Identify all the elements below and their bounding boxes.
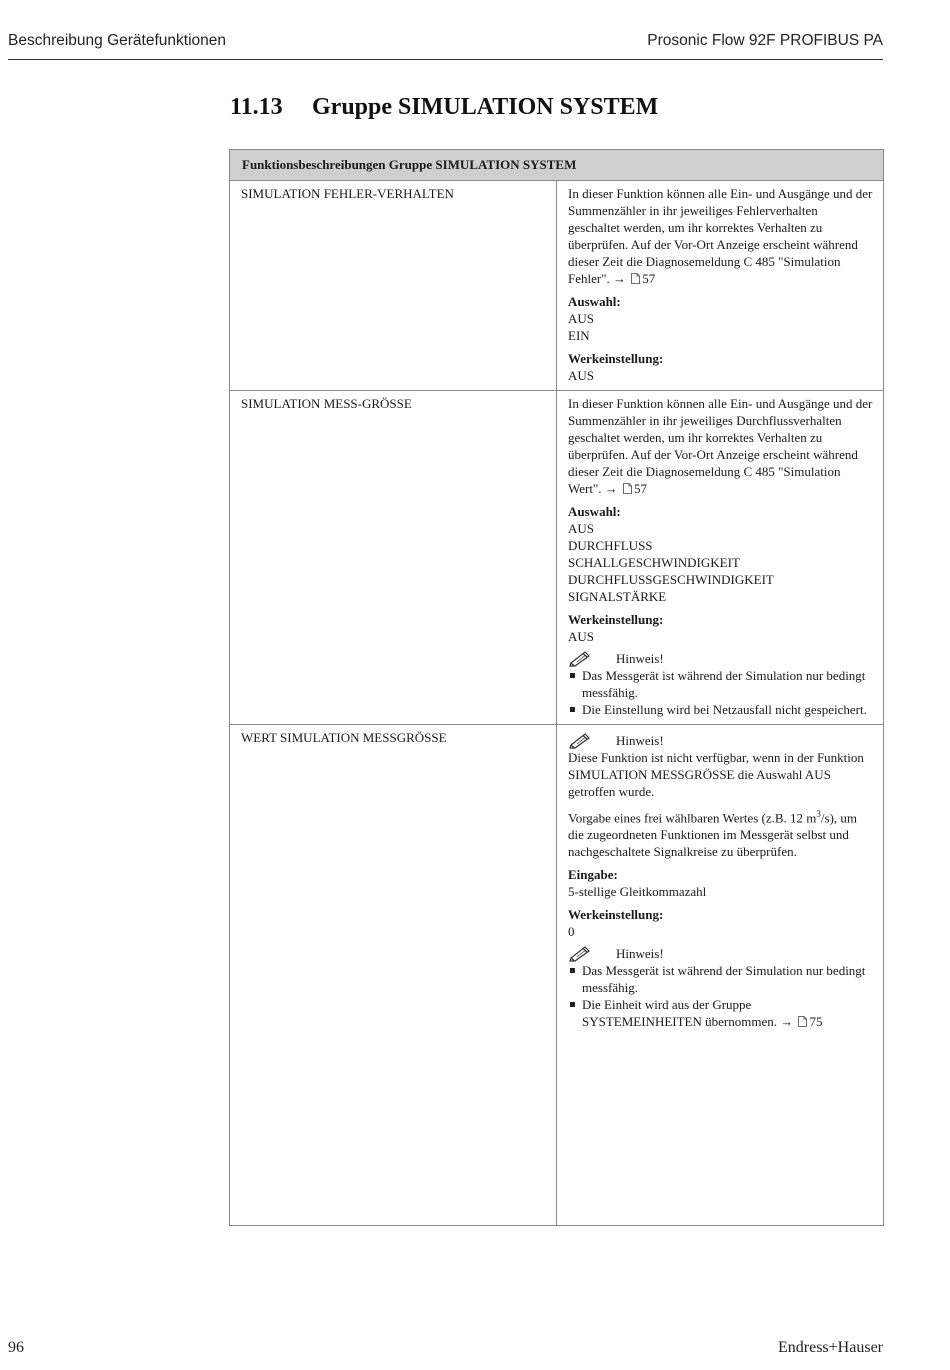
choice-label: Auswahl: [568, 504, 621, 519]
default-label: Werkeinstellung: [568, 351, 664, 366]
choice-option: SIGNALSTÄRKE [568, 589, 667, 604]
description-paragraph [568, 185, 873, 287]
page-icon [623, 483, 632, 494]
page-number: 96 [8, 1339, 24, 1356]
pencil-icon [568, 649, 594, 667]
input-value: 5-stellige Gleitkommazahl [568, 884, 707, 900]
note-text: Diese Funktion ist nicht verfügbar, wenn in der Funktion SIMULATION MESSGRÖSSE die Auswahl AUS getroffen wurde. [568, 750, 864, 799]
function-description [557, 391, 884, 725]
pencil-icon [568, 731, 594, 749]
list-item [568, 996, 873, 1030]
header-right: Prosonic Flow 92F PROFIBUS PA [647, 32, 883, 49]
list-item: Die Einstellung wird bei Netzausfall nicht gespeichert. [568, 701, 873, 718]
function-name: WERT SIMULATION MESSGRÖSSE [230, 725, 557, 1226]
default-value: AUS [568, 629, 595, 644]
section-number: 11.13 [230, 94, 283, 120]
header-rule [8, 59, 883, 60]
description-text: Vorgabe eines frei wählbaren Wertes (z.B. 12 m [568, 810, 817, 826]
note-label: Hinweis! [616, 945, 664, 961]
choice-option: DURCHFLUSS [568, 538, 653, 553]
choice-option: AUS [568, 311, 595, 326]
note-label: Hinweis! [616, 650, 664, 666]
default-value: 0 [568, 924, 575, 940]
table-row [230, 391, 884, 725]
function-description [557, 725, 884, 1226]
page-ref: 75 [809, 1014, 823, 1030]
note-list [568, 667, 873, 718]
description-text: /s), um die zugeordneten Funktionen im Messgerät selbst und nachgeschaltete Signalkreise zu überprüfen. [568, 810, 858, 860]
input-label: Eingabe: [568, 867, 618, 883]
pencil-icon [568, 944, 594, 962]
choice-option: EIN [568, 328, 590, 343]
note-heading [568, 944, 873, 962]
section-title-text: Gruppe SIMULATION SYSTEM [312, 94, 659, 120]
choice-option: AUS [568, 521, 595, 536]
note-label: Hinweis! [616, 732, 664, 748]
description-paragraph [568, 806, 873, 860]
function-description [557, 181, 884, 391]
page-icon [798, 1016, 807, 1027]
function-table [229, 149, 884, 1226]
header-left: Beschreibung Gerätefunktionen [8, 32, 227, 49]
default-label: Werkeinstellung: [568, 907, 664, 923]
description-paragraph [568, 395, 873, 497]
list-item: Das Messgerät ist während der Simulation nur bedingt messfähig. [568, 962, 873, 996]
superscript: 3 [816, 809, 821, 819]
choice-label: Auswahl: [568, 294, 621, 309]
description-text: In dieser Funktion können alle Ein- und Ausgänge und der Summenzähler in ihr jeweiliges Durchflussverhalten geschaltet werden, um ihr korrektes Verhalten zu überprüfen. Auf der Vor-Ort Anzeige erscheint während dieser Zeit die Diagnosemeldung C 485 "Simulation Wert". → [568, 396, 873, 496]
list-item-text: Die Einheit wird aus der Gruppe SYSTEMEINHEITEN übernommen. → [582, 997, 794, 1030]
brand-name: Endress+Hauser [778, 1339, 883, 1356]
table-row [230, 181, 884, 391]
description-text: In dieser Funktion können alle Ein- und Ausgänge und der Summenzähler in ihr jeweiliges Fehlerverhalten geschaltet werden, um ihr korrektes Verhalten zu überprüfen. Auf der Vor-Ort Anzeige erscheint während dieser Zeit die Diagnosemeldung C 485 "Simulation Fehler". → [568, 186, 873, 286]
section-title [230, 94, 658, 121]
note-heading [568, 731, 873, 749]
function-name: SIMULATION FEHLER-VERHALTEN [230, 181, 557, 391]
note-list [568, 962, 873, 1030]
page-icon [631, 273, 640, 284]
note-heading [568, 649, 873, 667]
default-value: AUS [568, 368, 595, 383]
table-header: Funktionsbeschreibungen Gruppe SIMULATION SYSTEM [230, 150, 884, 181]
default-label: Werkeinstellung: [568, 612, 664, 627]
page-ref: 57 [634, 481, 647, 496]
table-row [230, 725, 884, 1226]
choice-option: DURCHFLUSSGESCHWINDIGKEIT [568, 572, 774, 587]
page-ref: 57 [642, 271, 656, 286]
choice-option: SCHALLGESCHWINDIGKEIT [568, 555, 740, 570]
list-item: Das Messgerät ist während der Simulation nur bedingt messfähig. [568, 667, 873, 701]
function-name: SIMULATION MESS-GRÖSSE [230, 391, 557, 725]
